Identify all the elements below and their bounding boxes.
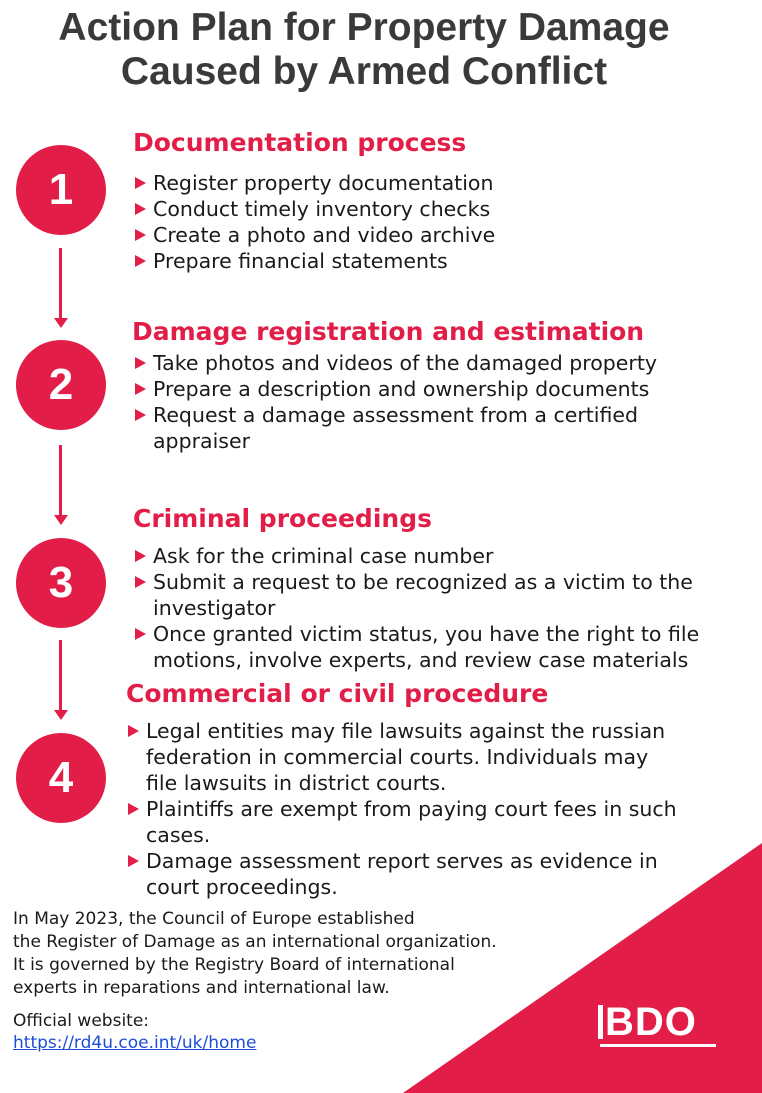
step-1-list xyxy=(135,170,495,274)
list-item: Prepare a description and ownership documents xyxy=(135,376,657,402)
step-2-list xyxy=(135,350,657,454)
logo-underline xyxy=(600,1044,716,1047)
list-item: Request a damage assessment from a certified appraiser xyxy=(135,402,657,454)
connector-line-3-4 xyxy=(59,640,62,712)
step-4-heading: Commercial or civil procedure xyxy=(126,679,549,708)
step-3-number-badge: 3 xyxy=(16,538,106,628)
step-1-number-badge: 1 xyxy=(16,145,106,235)
list-item: Plaintiffs are exempt from paying court fees in such cases. xyxy=(128,796,677,848)
page-title xyxy=(0,6,728,94)
bullet-arrow-icon xyxy=(135,409,146,421)
list-item: Take photos and videos of the damaged property xyxy=(135,350,657,376)
bullet-arrow-icon xyxy=(135,203,146,215)
connector-arrow-icon xyxy=(54,515,68,525)
list-item: Legal entities may file lawsuits against the russian federation in commercial courts. Individuals may file lawsuits in district courts. xyxy=(128,718,677,796)
bullet-arrow-icon xyxy=(128,725,139,737)
bullet-arrow-icon xyxy=(135,628,146,640)
website-link[interactable]: https://rd4u.coe.int/uk/home xyxy=(13,1033,257,1053)
bullet-arrow-icon xyxy=(128,855,139,867)
footer-description: In May 2023, the Council of Europe established the Register of Damage as an international organization. It is governed by the Registry Board of international experts in reparations and international law. xyxy=(13,909,497,998)
bullet-arrow-icon xyxy=(135,255,146,267)
connector-arrow-icon xyxy=(54,710,68,720)
title-line-2: Caused by Armed Conflict xyxy=(120,50,608,93)
bullet-arrow-icon xyxy=(135,357,146,369)
list-item: Once granted victim status, you have the right to file motions, involve experts, and review case materials xyxy=(135,621,699,673)
list-item: Prepare financial statements xyxy=(135,248,495,274)
list-item: Ask for the criminal case number xyxy=(135,543,699,569)
title-line-1: Action Plan for Property Damage xyxy=(58,6,670,49)
website-label: Official website: xyxy=(13,1011,150,1031)
bullet-arrow-icon xyxy=(135,576,146,588)
list-item: Submit a request to be recognized as a victim to the investigator xyxy=(135,569,699,621)
step-2-number-badge: 2 xyxy=(16,340,106,430)
bullet-arrow-icon xyxy=(128,803,139,815)
connector-line-2-3 xyxy=(59,445,62,517)
bullet-arrow-icon xyxy=(135,383,146,395)
step-2-heading: Damage registration and estimation xyxy=(132,317,645,346)
bullet-arrow-icon xyxy=(135,550,146,562)
step-4-number-badge: 4 xyxy=(16,733,106,823)
list-item: Create a photo and video archive xyxy=(135,222,495,248)
connector-line-1-2 xyxy=(59,248,62,320)
list-item: Register property documentation xyxy=(135,170,495,196)
step-1-heading: Documentation process xyxy=(133,128,467,157)
bullet-arrow-icon xyxy=(135,229,146,241)
list-item: Damage assessment report serves as evidence in court proceedings. xyxy=(128,848,677,900)
connector-arrow-icon xyxy=(54,318,68,328)
bullet-arrow-icon xyxy=(135,177,146,189)
bdo-logo: BDO xyxy=(598,1000,697,1044)
step-3-list xyxy=(135,543,699,673)
step-4-list xyxy=(128,718,677,900)
logo-bar-icon xyxy=(598,1005,603,1039)
step-3-heading: Criminal proceedings xyxy=(133,504,432,533)
list-item: Conduct timely inventory checks xyxy=(135,196,495,222)
